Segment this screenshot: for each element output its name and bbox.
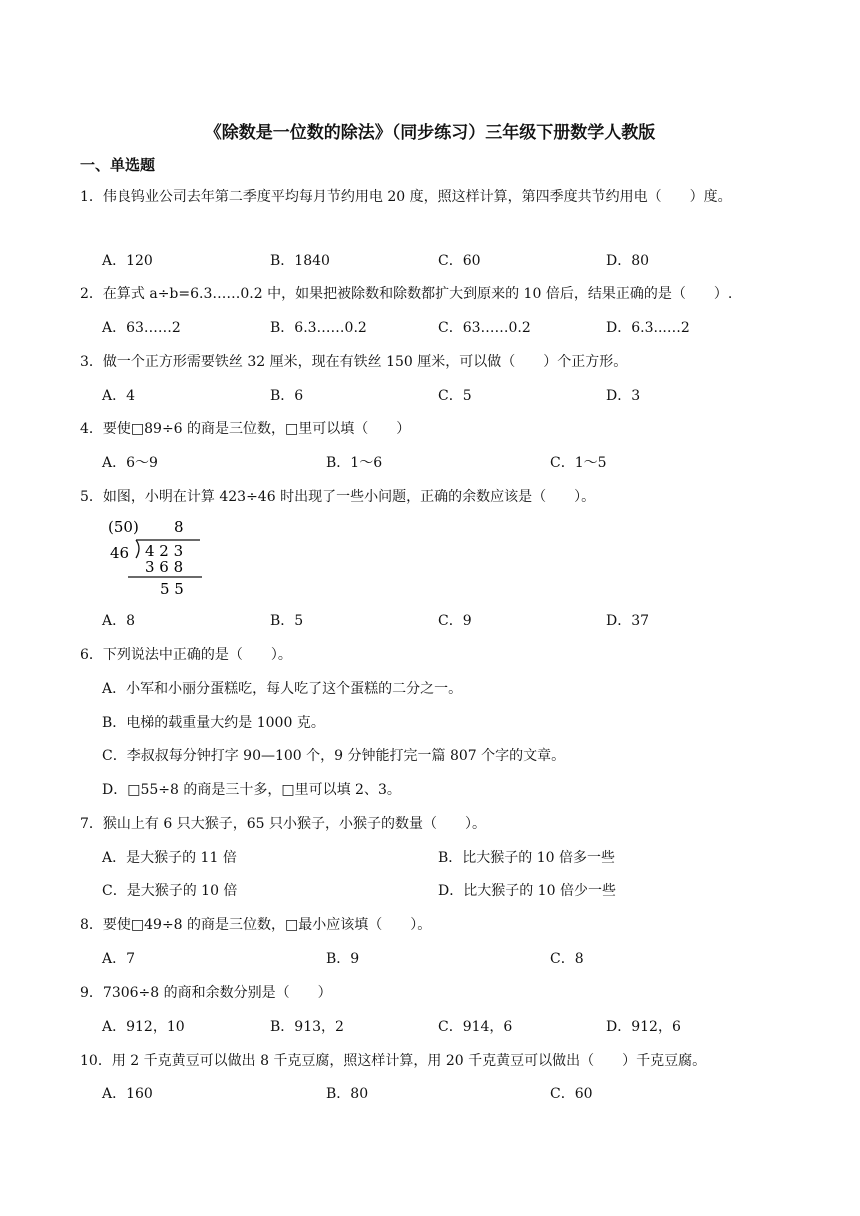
q5-option-c[interactable]: C．9 [438, 613, 472, 629]
q2-option-c[interactable]: C．63……0.2 [438, 320, 531, 336]
section-heading: 一、单选题 [80, 156, 156, 174]
q8-option-a[interactable]: A．7 [102, 951, 136, 967]
q3-option-a[interactable]: A．4 [102, 388, 136, 404]
division-estimate: (50) [108, 518, 139, 536]
question-4: 4．要使□89÷6 的商是三位数，□里可以填（ ） [80, 421, 411, 437]
q6-option-a[interactable]: A．小军和小丽分蛋糕吃，每人吃了这个蛋糕的二分之一。 [102, 681, 463, 697]
q4-option-b[interactable]: B．1～6 [326, 455, 383, 471]
q4-option-a[interactable]: A．6～9 [102, 455, 158, 471]
q1-option-c[interactable]: C．60 [438, 253, 481, 269]
q5-option-a[interactable]: A．8 [102, 613, 136, 629]
q9-option-d[interactable]: D．912，6 [606, 1019, 681, 1035]
q7-option-c[interactable]: C．是大猴子的 10 倍 [102, 883, 238, 899]
q7-option-b[interactable]: B．比大猴子的 10 倍多一些 [438, 850, 616, 866]
q7-option-a[interactable]: A．是大猴子的 11 倍 [102, 850, 237, 866]
q7-option-d[interactable]: D．比大猴子的 10 倍少一些 [438, 883, 616, 899]
division-remainder: 5 5 [160, 580, 184, 598]
q9-option-b[interactable]: B．913，2 [270, 1019, 344, 1035]
q8-option-c[interactable]: C．8 [550, 951, 584, 967]
q2-option-b[interactable]: B．6.3……0.2 [270, 320, 367, 336]
question-7: 7．猴山上有 6 只大猴子，65 只小猴子，小猴子的数量（ ）。 [80, 816, 486, 832]
question-8: 8．要使□49÷8 的商是三位数，□最小应该填（ ）。 [80, 917, 432, 933]
question-2: 2．在算式 a÷b=6.3……0.2 中，如果把被除数和除数都扩大到原来的 10 倍后，结果正确的是（ ）. [80, 286, 733, 302]
q1-option-d[interactable]: D．80 [606, 253, 650, 269]
division-divisor: 46 [110, 544, 130, 562]
q9-option-a[interactable]: A．912，10 [102, 1019, 185, 1035]
q5-option-b[interactable]: B．5 [270, 613, 304, 629]
division-dividend: 4 2 3 [145, 542, 184, 560]
q5-option-d[interactable]: D．37 [606, 613, 650, 629]
q3-option-d[interactable]: D．3 [606, 388, 641, 404]
q4-option-c[interactable]: C．1～5 [550, 455, 607, 471]
q10-option-b[interactable]: B．80 [326, 1086, 369, 1102]
long-division-figure [100, 516, 210, 600]
q8-option-b[interactable]: B．9 [326, 951, 360, 967]
question-9: 9．7306÷8 的商和余数分别是（ ） [80, 985, 332, 1001]
q10-option-c[interactable]: C．60 [550, 1086, 593, 1102]
page-title: 《除数是一位数的除法》（同步练习）三年级下册数学人教版 [204, 123, 656, 143]
question-1: 1．伟良钨业公司去年第二季度平均每月节约用电 20 度，照这样计算，第四季度共节约用电（ ）度。 [80, 189, 732, 205]
q6-option-d[interactable]: D．□55÷8 的商是三十多，□里可以填 2、3。 [102, 782, 401, 798]
q10-option-a[interactable]: A．160 [102, 1086, 153, 1102]
question-10: 10．用 2 千克黄豆可以做出 8 千克豆腐，照这样计算，用 20 千克黄豆可以做出（ ）千克豆腐。 [80, 1053, 707, 1069]
q2-option-a[interactable]: A．63……2 [102, 320, 181, 336]
q6-option-c[interactable]: C．李叔叔每分钟打字 90—100 个，9 分钟能打完一篇 807 个字的文章。 [102, 748, 566, 764]
q1-option-b[interactable]: B．1840 [270, 253, 330, 269]
division-product: 3 6 8 [145, 558, 184, 576]
division-quotient: 8 [174, 518, 184, 536]
q3-option-b[interactable]: B．6 [270, 388, 304, 404]
q2-option-d[interactable]: D．6.3...…2 [606, 320, 690, 336]
q1-option-a[interactable]: A．120 [102, 253, 153, 269]
q3-option-c[interactable]: C．5 [438, 388, 472, 404]
q9-option-c[interactable]: C．914，6 [438, 1019, 513, 1035]
question-6: 6．下列说法中正确的是（ ）。 [80, 647, 292, 663]
q6-option-b[interactable]: B．电梯的载重量大约是 1000 克。 [102, 715, 325, 731]
question-3: 3．做一个正方形需要铁丝 32 厘米，现在有铁丝 150 厘米，可以做（ ）个正方形。 [80, 354, 628, 370]
question-5: 5．如图，小明在计算 423÷46 时出现了一些小问题，正确的余数应该是（ ）。 [80, 489, 596, 505]
